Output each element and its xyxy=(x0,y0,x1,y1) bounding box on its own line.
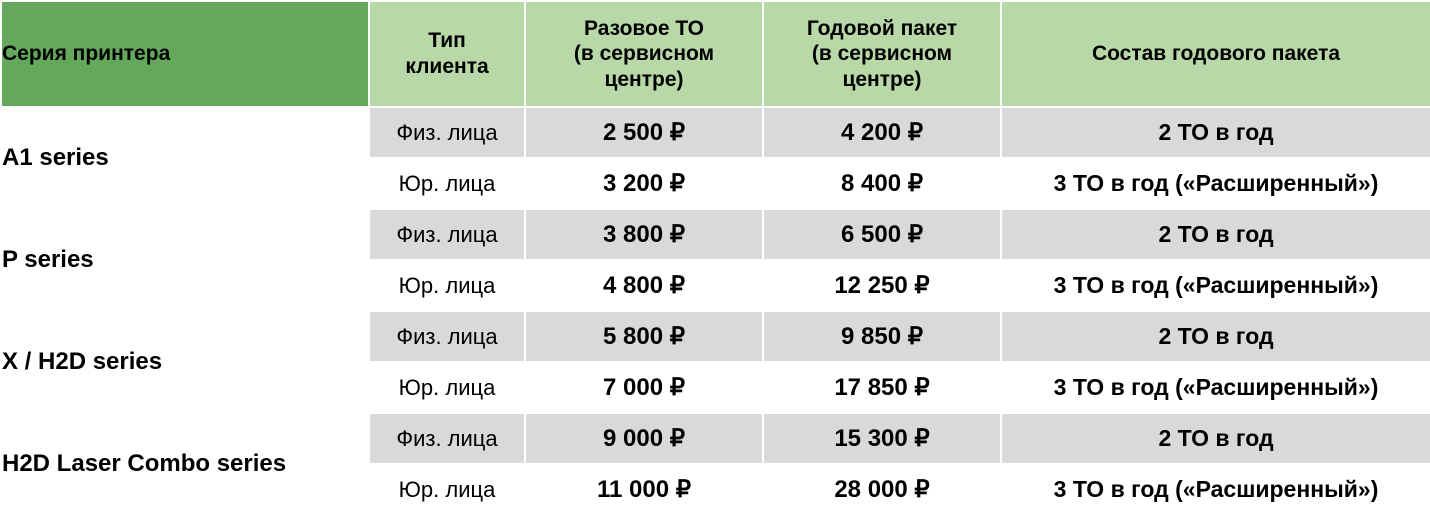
column-header-single-service-line2: (в сервисном xyxy=(573,42,715,66)
single-service-price: 4 800 ₽ xyxy=(525,260,763,311)
column-header-client-type-line1: Тип xyxy=(428,29,466,53)
package-contents: 3 ТО в год («Расширенный») xyxy=(1001,158,1430,209)
annual-package-price: 4 200 ₽ xyxy=(763,107,1001,158)
client-type: Физ. лица xyxy=(369,311,525,362)
column-header-single-service xyxy=(525,1,763,107)
series-name: X / H2D series xyxy=(1,311,369,413)
package-contents: 2 ТО в год xyxy=(1001,413,1430,464)
single-service-price: 5 800 ₽ xyxy=(525,311,763,362)
package-contents: 2 ТО в год xyxy=(1001,311,1430,362)
single-service-price: 2 500 ₽ xyxy=(525,107,763,158)
column-header-annual-package-line2: (в сервисном xyxy=(811,42,953,66)
column-header-client-type-line2: клиента xyxy=(405,55,489,78)
package-contents: 3 ТО в год («Расширенный») xyxy=(1001,260,1430,311)
package-contents: 2 ТО в год xyxy=(1001,209,1430,260)
column-header-annual-package-line1: Годовой пакет xyxy=(806,16,958,40)
table-row xyxy=(1,209,1430,260)
client-type: Юр. лица xyxy=(369,464,525,515)
client-type: Юр. лица xyxy=(369,158,525,209)
column-header-series: Серия принтера xyxy=(1,1,369,107)
annual-package-price: 17 850 ₽ xyxy=(763,362,1001,413)
annual-package-price: 28 000 ₽ xyxy=(763,464,1001,515)
single-service-price: 9 000 ₽ xyxy=(525,413,763,464)
column-header-single-service-line1: Разовое ТО xyxy=(583,16,705,40)
single-service-price: 3 200 ₽ xyxy=(525,158,763,209)
package-contents: 3 ТО в год («Расширенный») xyxy=(1001,362,1430,413)
series-name: P series xyxy=(1,209,369,311)
series-name: H2D Laser Combo series xyxy=(1,413,369,515)
table-row xyxy=(1,413,1430,464)
package-contents: 3 ТО в год («Расширенный») xyxy=(1001,464,1430,515)
column-header-package-contents: Состав годового пакета xyxy=(1001,1,1430,107)
single-service-price: 7 000 ₽ xyxy=(525,362,763,413)
client-type: Юр. лица xyxy=(369,260,525,311)
table-row xyxy=(1,311,1430,362)
column-header-client-type xyxy=(369,1,525,107)
package-contents: 2 ТО в год xyxy=(1001,107,1430,158)
annual-package-price: 15 300 ₽ xyxy=(763,413,1001,464)
column-header-annual-package xyxy=(763,1,1001,107)
single-service-price: 11 000 ₽ xyxy=(525,464,763,515)
column-header-annual-package-line3: центре) xyxy=(842,67,922,91)
annual-package-price: 12 250 ₽ xyxy=(763,260,1001,311)
annual-package-price: 6 500 ₽ xyxy=(763,209,1001,260)
client-type: Физ. лица xyxy=(369,107,525,158)
single-service-price: 3 800 ₽ xyxy=(525,209,763,260)
client-type: Физ. лица xyxy=(369,413,525,464)
annual-package-price: 8 400 ₽ xyxy=(763,158,1001,209)
client-type: Юр. лица xyxy=(369,362,525,413)
client-type: Физ. лица xyxy=(369,209,525,260)
column-header-single-service-line3: центре) xyxy=(604,67,684,91)
table-header-row xyxy=(1,1,1430,107)
table-row xyxy=(1,107,1430,158)
series-name: A1 series xyxy=(1,107,369,209)
annual-package-price: 9 850 ₽ xyxy=(763,311,1001,362)
